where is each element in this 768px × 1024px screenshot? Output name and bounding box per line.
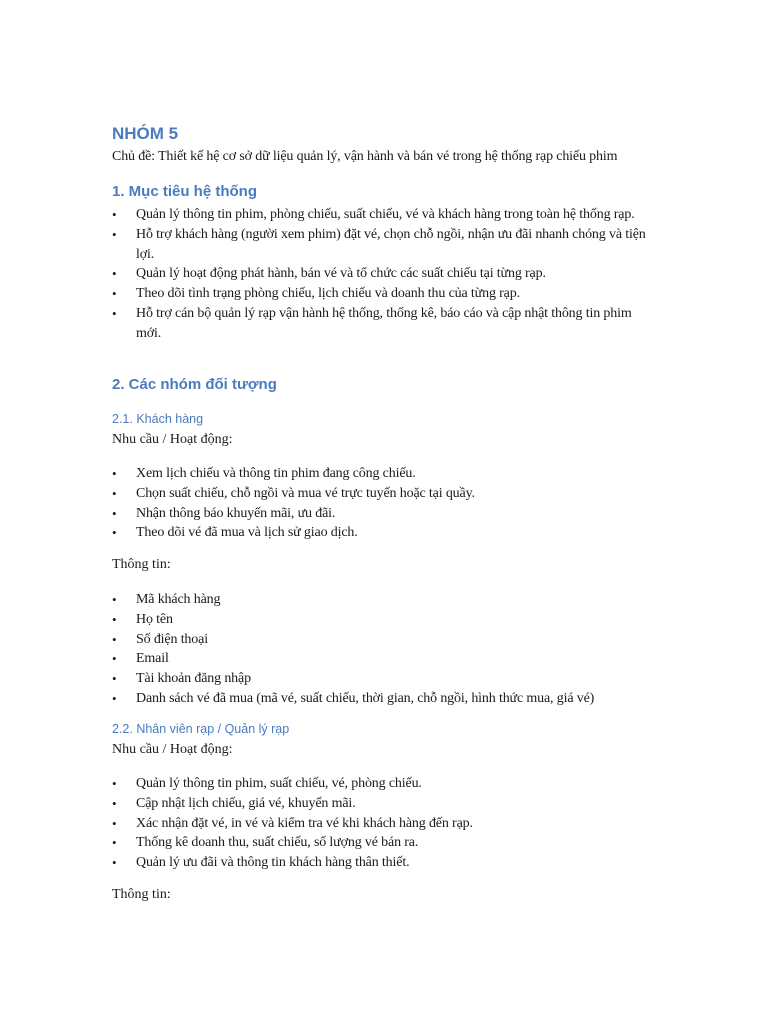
group-title: NHÓM 5 [112,124,179,143]
section2-heading: 2. Các nhóm đối tượng [112,376,277,393]
list-item: • Danh sách vé đã mua (mã vé, suất chiếu, thời gian, chỗ ngồi, hình thức mua, giá vé) [112,689,657,709]
list-item: • Quản lý thông tin phim, phòng chiếu, suất chiếu, vé và khách hàng trong toàn hệ thống rạp. [112,205,657,225]
list-item: • Quản lý hoạt động phát hành, bán vé và tổ chức các suất chiếu tại từng rạp. [112,264,657,284]
list-item: • Theo dõi vé đã mua và lịch sử giao dịch. [112,523,657,543]
bullet-icon: • [112,226,117,242]
section1-goals-list [112,205,657,344]
list-item: • Xác nhận đặt vé, in vé và kiểm tra vé khi khách hàng đến rạp. [112,814,657,834]
bullet-icon: • [112,651,117,667]
list-item: • Nhận thông báo khuyến mãi, ưu đãi. [112,504,657,524]
list-item: • Cập nhật lịch chiếu, giá vé, khuyến mãi. [112,794,657,814]
customer-needs-label: Nhu cầu / Hoạt động: [112,432,233,447]
staff-info-label: Thông tin: [112,887,171,902]
list-item: • Xem lịch chiếu và thông tin phim đang công chiếu. [112,464,657,484]
bullet-icon: • [112,286,117,302]
list-item: • Hỗ trợ khách hàng (người xem phim) đặt vé, chọn chỗ ngồi, nhận ưu đãi nhanh chóng và tiện lợi. [112,226,646,262]
bullet-icon: • [112,592,117,607]
bullet-icon: • [112,795,117,811]
topic-line: Chủ đề: Thiết kế hệ cơ sở dữ liệu quản lý, vận hành và bán vé trong hệ thống rạp chiếu phim [112,149,618,164]
bullet-icon: • [112,611,117,627]
bullet-icon: • [112,690,117,706]
staff-needs-label: Nhu cầu / Hoạt động: [112,742,233,757]
section1-heading: 1. Mục tiêu hệ thống [112,183,257,200]
list-item: • Chọn suất chiếu, chỗ ngồi và mua vé trực tuyến hoặc tại quầy. [112,484,657,504]
list-item: • Hỗ trợ cán bộ quản lý rạp vận hành hệ thống, thống kê, báo cáo và cập nhật thông tin phim mới. [112,305,632,341]
list-item: • Số điện thoại [112,630,657,650]
bullet-icon: • [112,266,117,282]
bullet-icon: • [112,525,117,541]
list-item: • Tài khoản đăng nhập [112,669,657,689]
bullet-icon: • [112,631,117,647]
staff-needs-list [112,774,657,873]
list-item: • Quản lý thông tin phim, suất chiếu, vé, phòng chiếu. [112,774,657,794]
list-item: • Quản lý ưu đãi và thông tin khách hàng thân thiết. [112,853,657,873]
list-item: • Theo dõi tình trạng phòng chiếu, lịch chiếu và doanh thu của từng rạp. [112,284,657,304]
list-item: • Mã khách hàng [112,590,657,610]
bullet-icon: • [112,505,117,521]
bullet-icon: • [112,855,117,871]
subsection-2-2-heading: 2.2. Nhân viên rạp / Quản lý rạp [112,722,290,736]
list-item: • Họ tên [112,610,657,630]
customer-info-label: Thông tin: [112,557,171,572]
bullet-icon: • [112,466,117,481]
bullet-icon: • [112,776,117,791]
bullet-icon: • [112,305,117,321]
list-item: • Email [112,649,657,669]
customer-info-list [112,590,657,709]
bullet-icon: • [112,485,117,501]
list-item: • Thống kê doanh thu, suất chiếu, số lượng vé bán ra. [112,833,657,853]
bullet-icon: • [112,207,117,222]
bullet-icon: • [112,835,117,851]
subsection-2-1-heading: 2.1. Khách hàng [112,412,204,426]
bullet-icon: • [112,815,117,831]
bullet-icon: • [112,671,117,687]
customer-needs-list [112,464,657,543]
